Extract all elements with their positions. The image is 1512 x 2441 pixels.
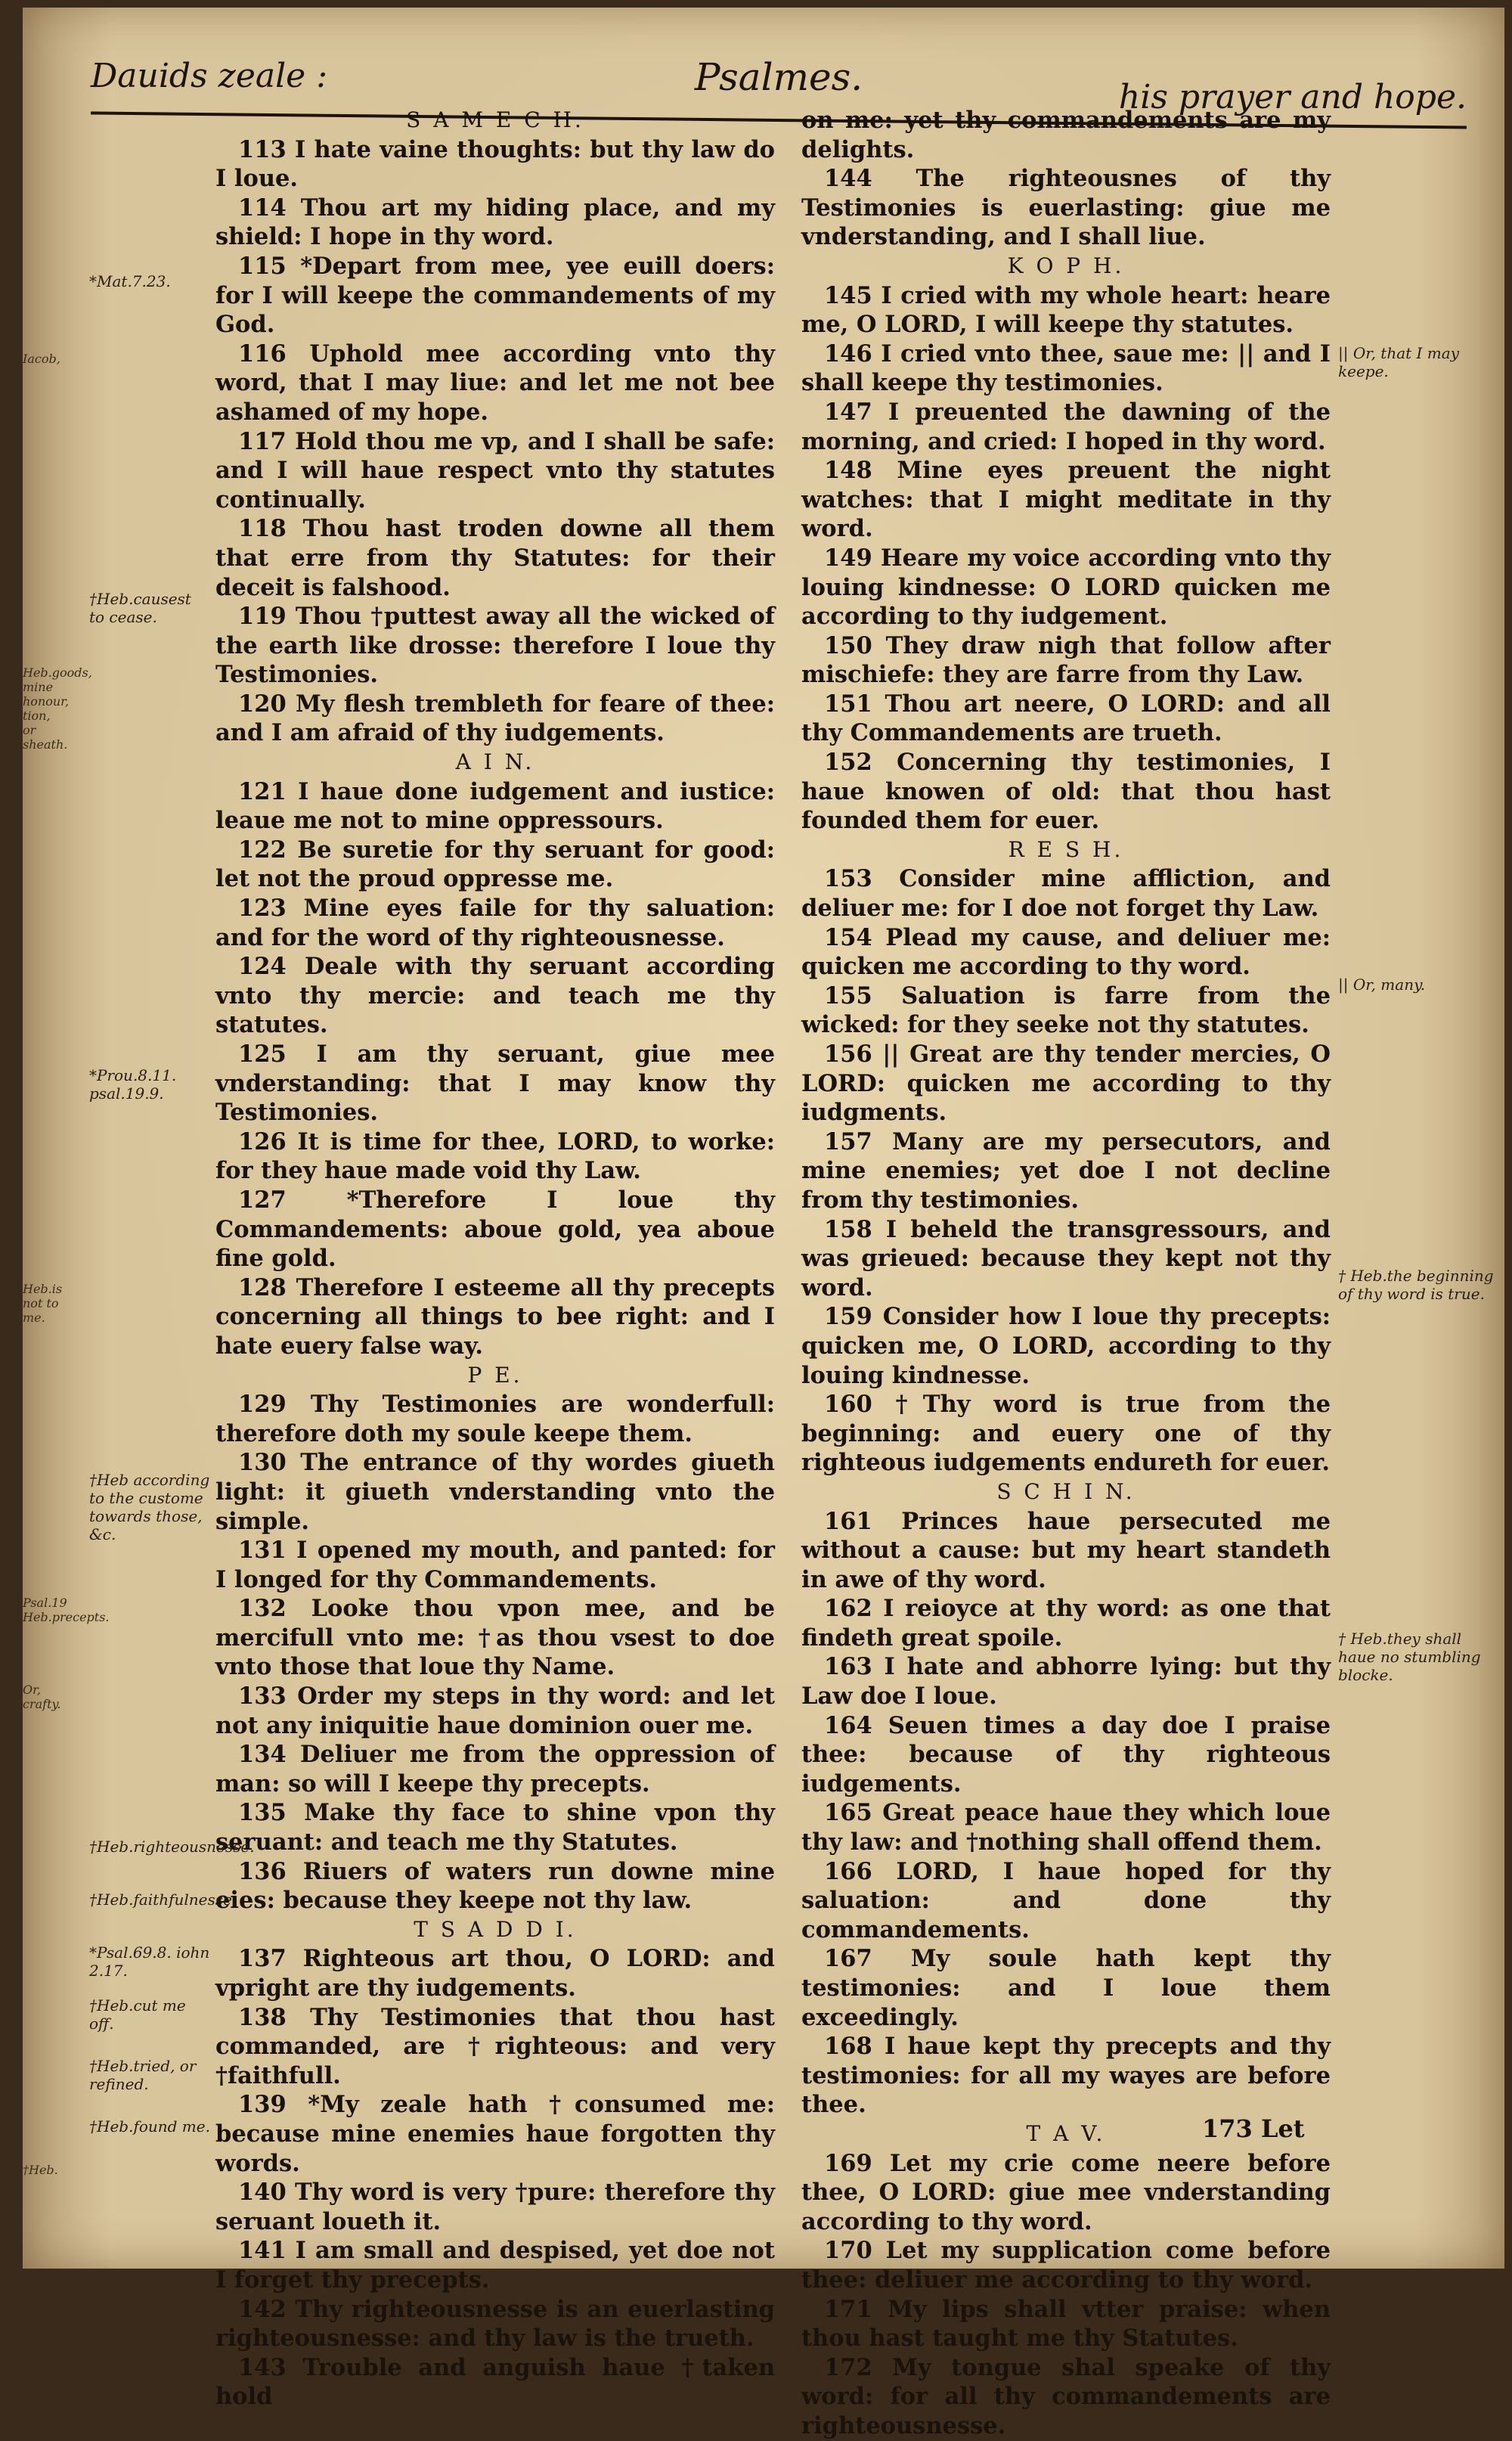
verse: 160 †Thy word is true from the beginning: and euery one of thy righteous iudgements endureth for euer.	[801, 1391, 1331, 1477]
verse: 169 Let my crie come neere before thee, O LORD: giue mee vnderstanding according to thy word.	[801, 2149, 1331, 2235]
section-heading: K O P H.	[1007, 253, 1125, 278]
header-right: his prayer and hope.	[1118, 78, 1467, 116]
margin-note: || Or, many.	[1338, 975, 1426, 994]
margin-note: †Heb.causest to cease.	[89, 590, 191, 626]
verse: 168 I haue kept thy precepts and thy testimonies: for all my wayes are before thee.	[801, 2033, 1331, 2119]
verse: 147 I preuented the dawning of the morning, and cried: I hoped in thy word.	[801, 398, 1331, 455]
verse: 143 Trouble and anguish haue †taken hold	[215, 2353, 775, 2411]
margin-note: †Heb.found me.	[89, 2117, 210, 2135]
verse: 167 My soule hath kept thy testimonies: and I loue them exceedingly.	[801, 1945, 1331, 2031]
verse: 155 Saluation is farre from the wicked: for they seeke not thy statutes.	[801, 982, 1331, 1039]
margin-note: Heb.goods, mine honour, tion, or sheath.	[23, 665, 92, 752]
verse: 138 Thy Testimonies that thou hast commanded, are †righteous: and very †faithfull.	[215, 2003, 775, 2089]
verse: 118 Thou hast troden downe all them that erre from thy Statutes: for their deceit is falshood.	[215, 515, 775, 601]
section-heading: S A M E C H.	[406, 107, 584, 132]
verse: 123 Mine eyes faile for thy saluation: and for the word of thy righteousnesse.	[215, 895, 775, 951]
margin-note: Iacob,	[23, 352, 60, 366]
section-heading: S C H I N.	[996, 1478, 1136, 1504]
margin-note: Psal.19 Heb.precepts.	[23, 1596, 110, 1624]
header-left: Dauids zeale :	[91, 57, 328, 95]
verse: 130 The entrance of thy wordes giueth light: it giueth vnderstanding vnto the simple.	[215, 1449, 775, 1535]
verse: on me: yet thy commandements are my delights.	[801, 107, 1331, 163]
margin-note: †Heb.cut me off.	[89, 1996, 186, 2033]
left-column	[215, 106, 775, 2412]
verse: 126 It is time for thee, LORD, to worke: for they haue made void thy Law.	[215, 1127, 775, 1185]
margin-note: Or, crafty.	[23, 1683, 61, 1711]
verse: 134 Deliuer me from the oppression of man: so will I keepe thy precepts.	[215, 1741, 775, 1797]
margin-note: †Heb.righteousnesse.	[89, 1838, 255, 1856]
verse: 133 Order my steps in thy word: and let not any iniquitie haue dominion ouer me.	[215, 1683, 775, 1739]
verse: 164 Seuen times a day doe I praise thee: because of thy righteous iudgements.	[801, 1711, 1331, 1797]
verse: 128 Therefore I esteeme all thy precepts concerning all things to bee right: and I hate euery false way.	[215, 1273, 775, 1360]
verse: 137 Righteous art thou, O LORD: and vpright are thy iudgements.	[215, 1945, 775, 2002]
verse: 146 I cried vnto thee, saue me: || and I shall keepe thy testimonies.	[801, 340, 1331, 397]
section-heading: R E S H.	[1008, 836, 1124, 862]
verse: 153 Consider mine affliction, and deliuer me: for I doe not forget thy Law.	[801, 865, 1331, 923]
margin-note: †Heb.	[23, 2163, 58, 2177]
verse: 144 The righteousnes of thy Testimonies is euerlasting: giue me vnderstanding, and I shall liue.	[801, 165, 1331, 251]
verse: 162 I reioyce at thy word: as one that findeth great spoile.	[801, 1595, 1331, 1652]
margin-note: †Heb according to the custome towards those, &c.	[89, 1471, 210, 1543]
verse: 140 Thy word is very †pure: therefore thy seruant loueth it.	[215, 2179, 775, 2235]
verse: 142 Thy righteousnesse is an euerlasting righteousnesse: and thy law is the trueth.	[215, 2295, 775, 2353]
right-column	[801, 106, 1331, 2441]
verse: 141 I am small and despised, yet doe not I forget thy precepts.	[215, 2237, 775, 2294]
verse: 165 Great peace haue they which loue thy law: and †nothing shall offend them.	[801, 1799, 1331, 1856]
section-heading: T S A D D I.	[414, 1916, 577, 1942]
verse: 157 Many are my persecutors, and mine enemies; yet doe I not decline from thy testimonies.	[801, 1127, 1331, 1214]
margin-note: †Heb.faithfulnesse.	[89, 1890, 237, 1909]
verse: 127 *Therefore I loue thy Commandements: aboue gold, yea aboue fine gold.	[215, 1186, 775, 1273]
verse: 145 I cried with my whole heart: heare me, O LORD, I will keepe thy statutes.	[801, 281, 1331, 339]
verse: 119 Thou †puttest away all the wicked of the earth like drosse: therefore I loue thy Testimonies.	[215, 603, 775, 689]
verse: 159 Consider how I loue thy precepts: quicken me, O LORD, according to thy louing kindnesse.	[801, 1303, 1331, 1389]
book-page	[23, 8, 1504, 2439]
verse: 122 Be suretie for thy seruant for good: let not the proud oppresse me.	[215, 836, 775, 893]
verse: 163 I hate and abhorre lying: but thy Law doe I loue.	[801, 1653, 1331, 1711]
margin-note: *Psal.69.8. iohn 2.17.	[89, 1943, 210, 1980]
margin-note: || Or, that I may keepe.	[1338, 344, 1459, 380]
verse: 172 My tongue shal speake of thy word: for all thy commandements are righteousnesse.	[801, 2353, 1331, 2439]
verse: 113 I hate vaine thoughts: but thy law do I loue.	[215, 135, 775, 193]
margin-note: † Heb.they shall haue no stumbling blocke.	[1338, 1630, 1481, 1684]
header-center: Psalmes.	[694, 55, 863, 99]
verse: 132 Looke thou vpon mee, and be mercifull vnto me: †as thou vsest to doe vnto those that loue thy Name.	[215, 1595, 775, 1681]
verse: 166 LORD, I haue hoped for thy saluation: and done thy commandements.	[801, 1857, 1331, 1943]
margin-note: † Heb.the beginning of thy word is true.	[1338, 1267, 1494, 1303]
section-heading: P E.	[467, 1362, 523, 1388]
section-heading: A I N.	[455, 749, 535, 775]
verse: 170 Let my supplication come before thee: deliuer me according to thy word.	[801, 2237, 1331, 2294]
verse: 161 Princes haue persecuted me without a cause: but my heart standeth in awe of thy word.	[801, 1507, 1331, 1593]
verse: 150 They draw nigh that follow after mischiefe: they are farre from thy Law.	[801, 631, 1331, 689]
verse: 120 My flesh trembleth for feare of thee: and I am afraid of thy iudgements.	[215, 690, 775, 747]
verse: 136 Riuers of waters run downe mine eies: because they keepe not thy law.	[215, 1857, 775, 1915]
verse: 117 Hold thou me vp, and I shall be safe: and I will haue respect vnto thy statutes continually.	[215, 427, 775, 513]
verse: 151 Thou art neere, O LORD: and all thy Commandements are trueth.	[801, 690, 1331, 747]
margin-note: *Mat.7.23.	[89, 272, 171, 290]
verse: 139 *My zeale hath †consumed me: because mine enemies haue forgotten thy words.	[215, 2091, 775, 2177]
verse: 171 My lips shall vtter praise: when thou hast taught me thy Statutes.	[801, 2295, 1331, 2353]
verse: 116 Uphold mee according vnto thy word, that I may liue: and let me not bee ashamed of my hope.	[215, 340, 775, 426]
verse: 156 || Great are thy tender mercies, O LORD: quicken me according to thy iudgments.	[801, 1041, 1331, 1127]
verse: 125 I am thy seruant, giue mee vnderstanding: that I may know thy Testimonies.	[215, 1041, 775, 1127]
verse: 129 Thy Testimonies are wonderfull: therefore doth my soule keepe them.	[215, 1391, 775, 1447]
margin-note: †Heb.tried, or refined.	[89, 2057, 197, 2093]
verse: 158 I beheld the transgressours, and was grieued: because they kept not thy word.	[801, 1215, 1331, 1301]
verse: 152 Concerning thy testimonies, I haue knowen of old: that thou hast founded them for euer.	[801, 749, 1331, 835]
verse: 148 Mine eyes preuent the night watches: that I might meditate in thy word.	[801, 457, 1331, 543]
verse: 124 Deale with thy seruant according vnto thy mercie: and teach me thy statutes.	[215, 953, 775, 1039]
verse: 121 I haue done iudgement and iustice: leaue me not to mine oppressours.	[215, 777, 775, 835]
verse: 114 Thou art my hiding place, and my shield: I hope in thy word.	[215, 194, 775, 251]
section-heading: T A V.	[1026, 2120, 1106, 2146]
verse: 135 Make thy face to shine vpon thy seruant: and teach me thy Statutes.	[215, 1799, 775, 1856]
margin-note: *Prou.8.11. psal.19.9.	[89, 1066, 177, 1103]
margin-note: Heb.is not to me.	[23, 1282, 63, 1325]
verse: 115 *Depart from mee, yee euill doers: for I will keepe the commandements of my God.	[215, 252, 775, 339]
catchword: 173 Let	[1202, 2114, 1305, 2143]
verse: 149 Heare my voice according vnto thy louing kindnesse: O LORD quicken me according to thy iudgement.	[801, 544, 1331, 631]
verse: 131 I opened my mouth, and panted: for I longed for thy Commandements.	[215, 1537, 775, 1593]
verse: 154 Plead my cause, and deliuer me: quicken me according to thy word.	[801, 923, 1331, 981]
